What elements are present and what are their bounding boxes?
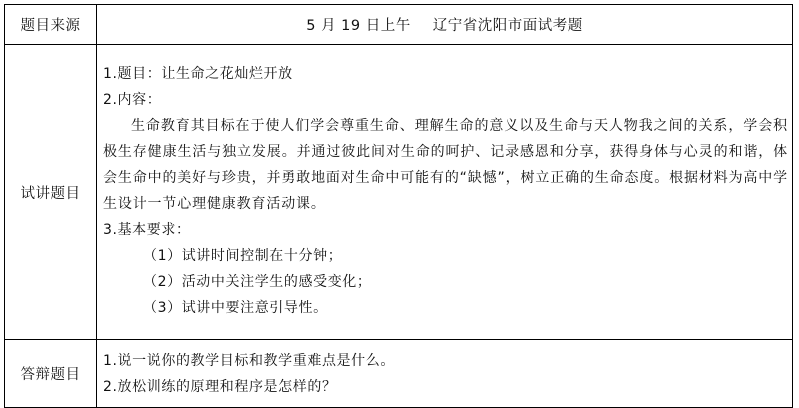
trial-content xyxy=(97,45,793,340)
exam-question-table xyxy=(4,4,793,408)
topic-line: 1.题目：让生命之花灿烂开放 xyxy=(103,66,293,82)
trial-label: 试讲题目 xyxy=(5,45,97,340)
source-row xyxy=(5,5,793,45)
source-content xyxy=(97,5,793,45)
requirement-item: （1）试讲时间控制在十分钟； xyxy=(143,248,343,264)
requirement-item: （3）试讲中要注意引导性。 xyxy=(143,300,328,316)
content-paragraph: 生命教育其目标在于使人们学会尊重生命、理解生命的意义以及生命与天人物我之间的关系，学会积极生存健康生活与独立发展。并通过彼此间对生命的呵护、记录感恩和分享，获得身体与心灵的和谐，体会生命中的美好与珍贵，并勇敢地面对生命中可能有的“缺憾”，树立正确的生命态度。根据材料为高中学生设计一节心理健康教育活动课。 xyxy=(103,118,788,212)
defense-label: 答辩题目 xyxy=(5,340,97,408)
requirement-item: （2）活动中关注学生的感受变化； xyxy=(143,274,372,290)
exam-date: 5 月 19 日上午 xyxy=(306,18,411,34)
exam-title: 辽宁省沈阳市面试考题 xyxy=(432,18,583,34)
source-label: 题目来源 xyxy=(5,5,97,45)
defense-content xyxy=(97,340,793,408)
defense-row xyxy=(5,340,793,408)
defense-question: 1.说一说你的教学目标和教学重难点是什么。 xyxy=(103,352,395,369)
trial-row xyxy=(5,45,793,340)
content-heading: 2.内容： xyxy=(103,92,162,108)
defense-question: 2.放松训练的原理和程序是怎样的？ xyxy=(103,378,337,395)
requirements-heading: 3.基本要求： xyxy=(103,222,191,238)
